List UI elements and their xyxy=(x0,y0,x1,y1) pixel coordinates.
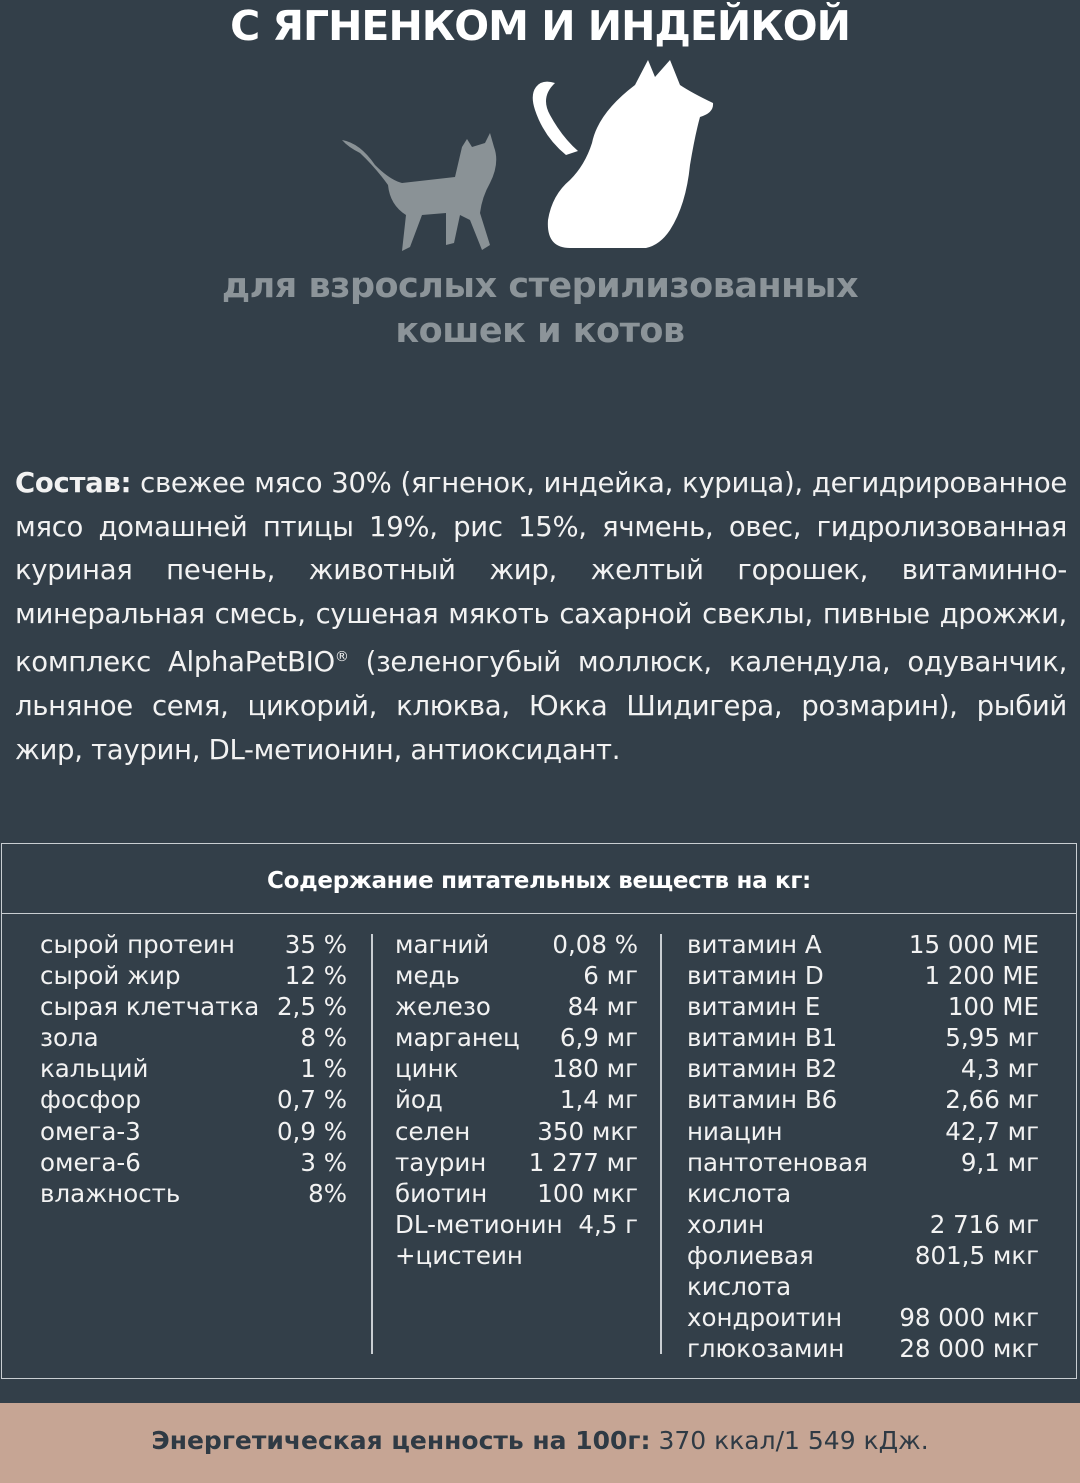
nutrient-row xyxy=(687,991,1039,1022)
nutrient-row xyxy=(395,929,638,960)
nutrient-row xyxy=(395,1240,638,1271)
nutrient-name: витамин D xyxy=(687,961,824,991)
nutrient-name: йод xyxy=(395,1085,443,1115)
energy-value-band xyxy=(0,1403,1080,1483)
nutrient-value: 100 мкг xyxy=(537,1178,638,1208)
nutrient-value: 0,9 % xyxy=(276,1116,347,1146)
column-divider xyxy=(371,934,373,1354)
nutrient-name: цинк xyxy=(395,1054,459,1084)
nutrient-value: 8% xyxy=(308,1178,347,1208)
nutrient-name: железо xyxy=(395,992,491,1022)
nutrient-name: сырой протеин xyxy=(40,930,235,959)
nutrient-value: 2,5 % xyxy=(276,992,347,1022)
nutrient-value: 28 000 мкг xyxy=(899,1334,1039,1364)
nutrients-column-1 xyxy=(40,929,347,1209)
nutrient-row xyxy=(687,1209,1039,1240)
composition-body-1: свежее мясо 30% (ягненок, индейка, курица), дегидрированное мясо домашней птицы 19%, рис 15%, ячмень, овес, гидролизованная куриная печень, животный жир, желтый горошек, витаминно-минеральная смесь, сушеная мякоть сахарной свеклы, пивные дрожжи, комплекс AlphaPetBIO xyxy=(15,467,1067,679)
nutrient-row xyxy=(687,1333,1039,1364)
nutrient-value: 100 МЕ xyxy=(947,992,1039,1022)
nutrient-name: холин xyxy=(687,1209,765,1239)
nutrients-table xyxy=(1,843,1077,1379)
nutrient-value: 3 % xyxy=(300,1147,347,1177)
subtitle-line-2: кошек и котов xyxy=(395,311,685,351)
nutrients-column-2 xyxy=(395,929,638,1271)
nutrient-value: 42,7 мг xyxy=(945,1116,1039,1146)
nutrient-name: витамин А xyxy=(687,930,822,959)
nutrient-row xyxy=(40,1084,347,1115)
nutrient-value: 2 716 мг xyxy=(929,1209,1039,1239)
cats-illustration xyxy=(330,55,730,265)
nutrient-row xyxy=(687,1271,1039,1302)
nutrient-value: 6,9 мг xyxy=(559,1023,638,1053)
nutrient-value: 801,5 мкг xyxy=(914,1240,1039,1270)
subtitle-line-1: для взрослых стерилизованных xyxy=(221,266,859,306)
nutrient-value: 2,66 мг xyxy=(945,1085,1039,1115)
nutrient-value: 0,08 % xyxy=(552,930,638,959)
nutrient-name: омега-3 xyxy=(40,1116,141,1146)
nutrient-row xyxy=(687,1116,1039,1147)
nutrient-name: сырой жир xyxy=(40,961,181,991)
nutrient-row xyxy=(40,1147,347,1178)
nutrient-row xyxy=(40,991,347,1022)
nutrient-name: кислота xyxy=(687,1272,792,1302)
nutrient-name: ниацин xyxy=(687,1116,783,1146)
nutrient-row xyxy=(395,1116,638,1147)
nutrient-name: фосфор xyxy=(40,1085,141,1115)
nutrient-row xyxy=(395,1178,638,1209)
nutrient-value: 1 200 МЕ xyxy=(924,961,1039,991)
nutrient-name: зола xyxy=(40,1023,99,1053)
nutrient-name: влажность xyxy=(40,1178,181,1208)
column-divider xyxy=(660,934,662,1354)
nutrient-row xyxy=(395,1209,638,1240)
nutrient-value: 0,7 % xyxy=(276,1085,347,1115)
nutrient-name: марганец xyxy=(395,1023,520,1053)
nutrient-name: магний xyxy=(395,930,490,959)
nutrient-name: DL-метионин xyxy=(395,1209,563,1239)
composition-label: Состав: xyxy=(15,467,132,499)
nutrient-value: 6 мг xyxy=(583,961,638,991)
nutrient-name: медь xyxy=(395,961,460,991)
nutrient-row xyxy=(395,960,638,991)
nutrients-heading: Содержание питательных веществ на кг: xyxy=(2,844,1076,914)
nutrient-name: +цистеин xyxy=(395,1240,523,1270)
nutrient-name: витамин В6 xyxy=(687,1085,838,1115)
nutrient-value: 35 % xyxy=(284,930,347,959)
cat-silhouette-icon xyxy=(533,60,713,248)
nutrient-row xyxy=(687,1147,1039,1178)
nutrient-value: 1 277 мг xyxy=(528,1147,638,1177)
nutrient-row xyxy=(687,929,1039,960)
nutrient-value: 4,3 мг xyxy=(960,1054,1039,1084)
nutrient-row xyxy=(40,1053,347,1084)
nutrient-value: 350 мкг xyxy=(537,1116,638,1146)
composition-text xyxy=(15,462,1067,772)
nutrient-row xyxy=(395,1022,638,1053)
nutrient-row xyxy=(687,1302,1039,1333)
kitten-silhouette-icon xyxy=(342,133,496,251)
nutrient-name: пантотеновая xyxy=(687,1147,868,1177)
nutrient-row xyxy=(687,960,1039,991)
nutrient-row xyxy=(395,1147,638,1178)
nutrient-value: 9,1 мг xyxy=(960,1147,1039,1177)
nutrient-name: витамин Е xyxy=(687,992,821,1022)
product-title: С ЯГНЕНКОМ И ИНДЕЙКОЙ xyxy=(230,2,850,50)
nutrient-name: биотин xyxy=(395,1178,488,1208)
nutrient-value: 5,95 мг xyxy=(945,1023,1039,1053)
nutrient-name: хондроитин xyxy=(687,1303,843,1333)
nutrient-value: 98 000 мкг xyxy=(899,1303,1039,1333)
nutrient-row xyxy=(395,1053,638,1084)
product-subtitle xyxy=(0,264,1080,354)
nutrient-value: 15 000 МЕ xyxy=(908,930,1039,959)
nutrient-row xyxy=(395,991,638,1022)
nutrient-name: таурин xyxy=(395,1147,487,1177)
nutrients-column-3 xyxy=(687,929,1039,1364)
nutrient-row xyxy=(687,1084,1039,1115)
nutrient-name: кальций xyxy=(40,1054,149,1084)
nutrient-name: фолиевая xyxy=(687,1240,814,1270)
nutrient-name: витамин В1 xyxy=(687,1023,838,1053)
nutrient-row xyxy=(687,1178,1039,1209)
nutrient-value: 180 мг xyxy=(552,1054,638,1084)
nutrient-name: витамин В2 xyxy=(687,1054,838,1084)
nutrient-row xyxy=(40,960,347,991)
nutrient-name: кислота xyxy=(687,1178,792,1208)
nutrient-name: сырая клетчатка xyxy=(40,992,260,1022)
nutrient-row xyxy=(40,1178,347,1209)
nutrient-name: омега-6 xyxy=(40,1147,141,1177)
nutrient-row xyxy=(687,1240,1039,1271)
nutrient-value: 4,5 г xyxy=(578,1209,638,1239)
nutrient-value: 1 % xyxy=(300,1054,347,1084)
nutrient-row xyxy=(687,1053,1039,1084)
nutrient-row xyxy=(40,1116,347,1147)
energy-label: Энергетическая ценность на 100г: xyxy=(151,1426,651,1455)
nutrient-row xyxy=(40,929,347,960)
nutrient-value: 8 % xyxy=(300,1023,347,1053)
energy-value: 370 ккал/1 549 кДж. xyxy=(650,1426,929,1455)
nutrient-row xyxy=(395,1084,638,1115)
nutrient-name: селен xyxy=(395,1116,471,1146)
nutrient-value: 1,4 мг xyxy=(559,1085,638,1115)
composition-body-2: (зеленогубый моллюск, календула, одуванчик, льняное семя, цикорий, клюква, Юкка Шидигера, розмарин), рыбий жир, таурин, DL-метионин, антиоксидант. xyxy=(15,646,1068,766)
registered-mark: ® xyxy=(334,649,349,666)
nutrient-name: глюкозамин xyxy=(687,1334,845,1364)
nutrient-row xyxy=(40,1022,347,1053)
nutrient-row xyxy=(687,1022,1039,1053)
nutrient-value: 12 % xyxy=(284,961,347,991)
nutrient-value: 84 мг xyxy=(567,992,638,1022)
